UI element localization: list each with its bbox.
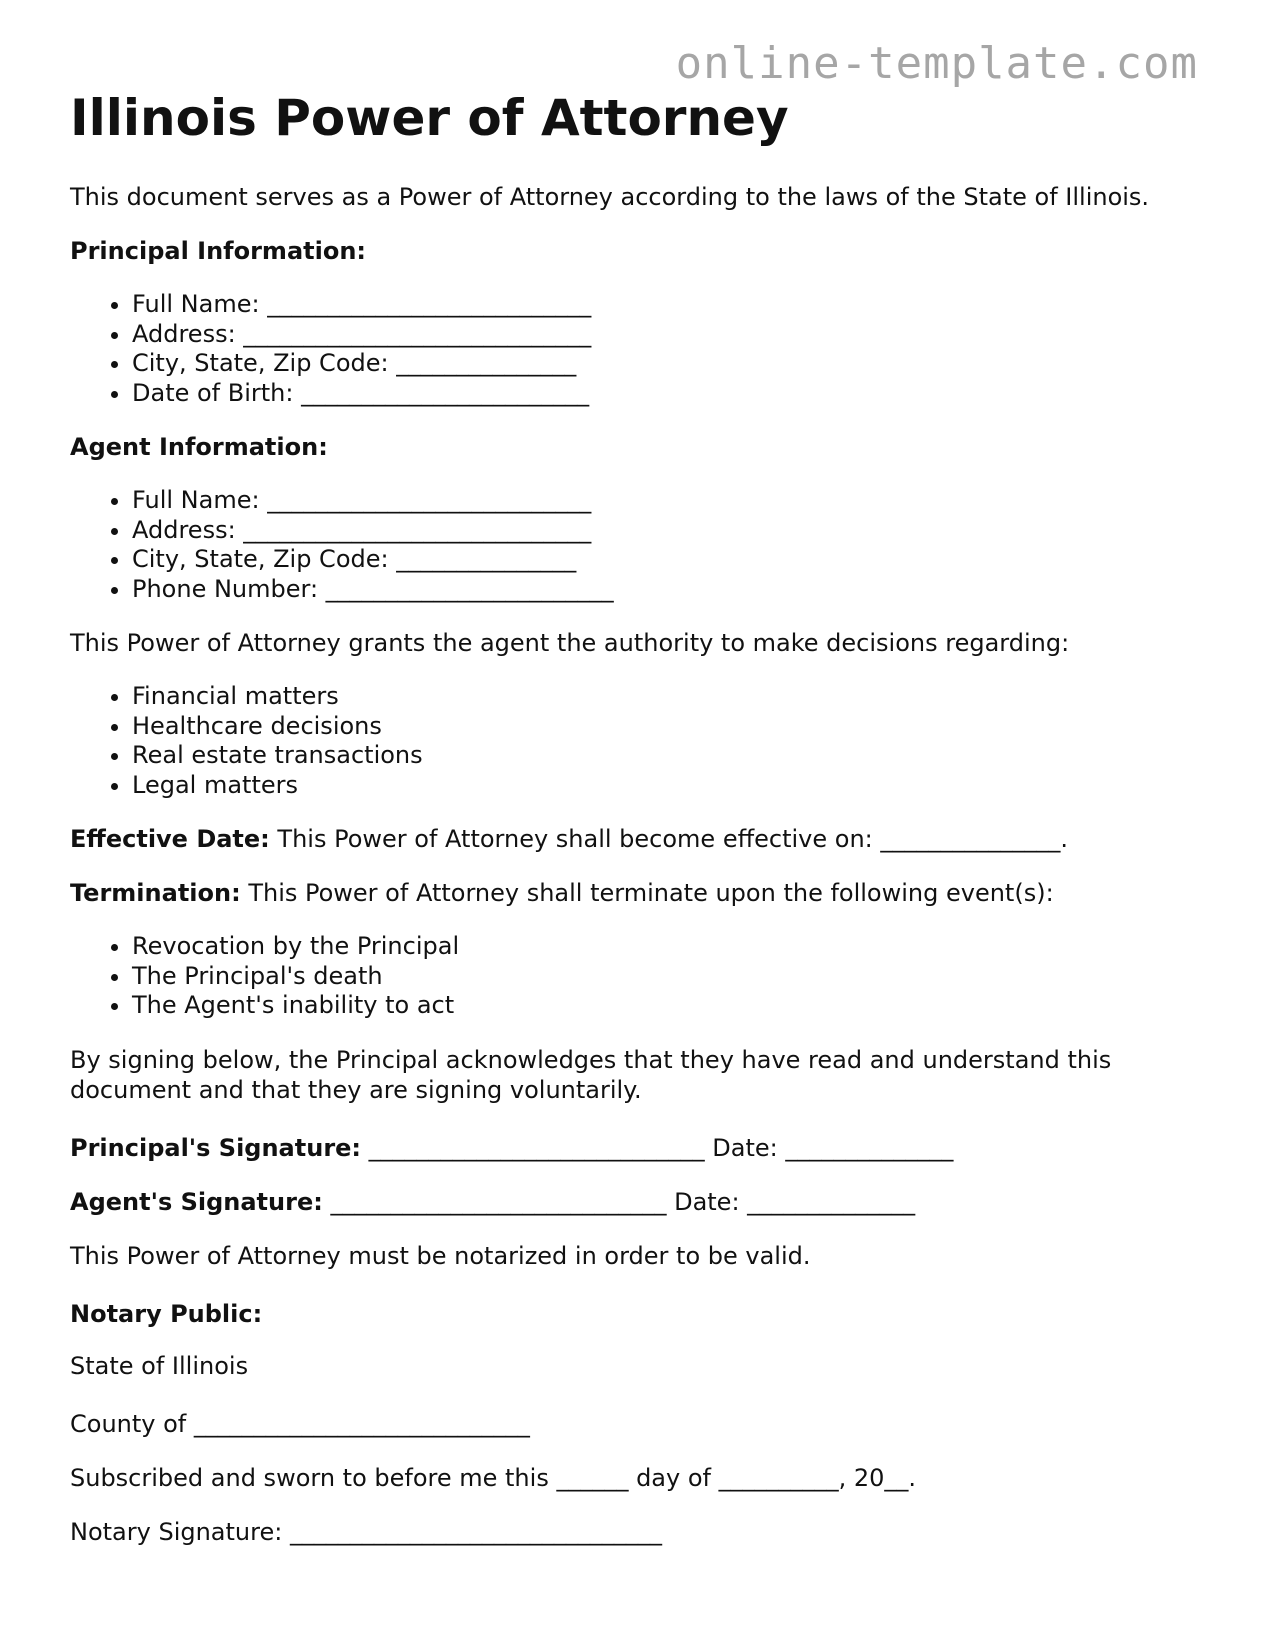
notary-signature: Notary Signature: _______________________________ xyxy=(70,1517,662,1546)
termination-list xyxy=(70,932,1200,1021)
principal-city-state-zip-field: • City, State, Zip Code: _______________ xyxy=(132,349,1200,379)
principal-address-field: • Address: _____________________________ xyxy=(132,320,1200,350)
authority-text: This Power of Attorney grants the agent the authority to make decisions regarding: xyxy=(70,629,1070,657)
document xyxy=(70,82,1200,1547)
termination-line xyxy=(70,878,1200,908)
notary-heading: Notary Public: xyxy=(70,1299,263,1328)
agent-address-field: • Address: _____________________________ xyxy=(132,516,1200,546)
effective-date-label: Effective Date: xyxy=(70,825,270,853)
principal-dob-field: • Date of Birth: ________________________ xyxy=(132,379,1200,409)
authority-item: • Real estate transactions xyxy=(132,741,1200,771)
notarization-note: This Power of Attorney must be notarized in order to be valid. xyxy=(70,1241,811,1270)
notary-county: County of ____________________________ xyxy=(70,1409,530,1438)
notary-sworn: Subscribed and sworn to before me this ______ day of __________, 20__. xyxy=(70,1463,917,1492)
authority-item: • Legal matters xyxy=(132,771,1200,801)
termination-item: • Revocation by the Principal xyxy=(132,932,1200,962)
agent-signature-line xyxy=(70,1187,1200,1217)
principal-full-name-field: • Full Name: ___________________________ xyxy=(132,290,1200,320)
termination-item: • The Agent's inability to act xyxy=(132,991,1200,1021)
agent-signature-label: Agent's Signature: xyxy=(70,1187,323,1216)
principal-signature-blank: ____________________________ Date: ______________ xyxy=(361,1133,954,1162)
agent-city-state-zip-field: • City, State, Zip Code: _______________ xyxy=(132,545,1200,575)
agent-heading: Agent Information: xyxy=(70,433,328,461)
authority-item: • Financial matters xyxy=(132,682,1200,712)
effective-date-text: This Power of Attorney shall become effective on: _______________. xyxy=(269,825,1069,853)
document-title: Illinois Power of Attorney xyxy=(70,89,789,147)
agent-phone-field: • Phone Number: ________________________ xyxy=(132,575,1200,605)
watermark: online-template.com xyxy=(675,38,1198,89)
termination-text: This Power of Attorney shall terminate upon the following event(s): xyxy=(240,879,1054,907)
termination-label: Termination: xyxy=(70,879,241,907)
termination-item: • The Principal's death xyxy=(132,962,1200,992)
agent-field-list xyxy=(70,486,1200,604)
notary-state: State of Illinois xyxy=(70,1351,249,1380)
principal-field-list xyxy=(70,290,1200,408)
agent-full-name-field: • Full Name: ___________________________ xyxy=(132,486,1200,516)
authority-list xyxy=(70,682,1200,800)
authority-item: • Healthcare decisions xyxy=(132,712,1200,742)
acknowledgement-text: By signing below, the Principal acknowledges that they have read and understand this document and that they are signing voluntarily. xyxy=(70,1045,1112,1104)
agent-signature-blank: ____________________________ Date: ______________ xyxy=(322,1187,916,1216)
principal-signature-line xyxy=(70,1133,1200,1163)
effective-date-line xyxy=(70,824,1200,854)
intro-text: This document serves as a Power of Attorney according to the laws of the State of Illinois. xyxy=(70,183,1150,211)
principal-signature-label: Principal's Signature: xyxy=(70,1133,362,1162)
principal-heading: Principal Information: xyxy=(70,237,367,265)
